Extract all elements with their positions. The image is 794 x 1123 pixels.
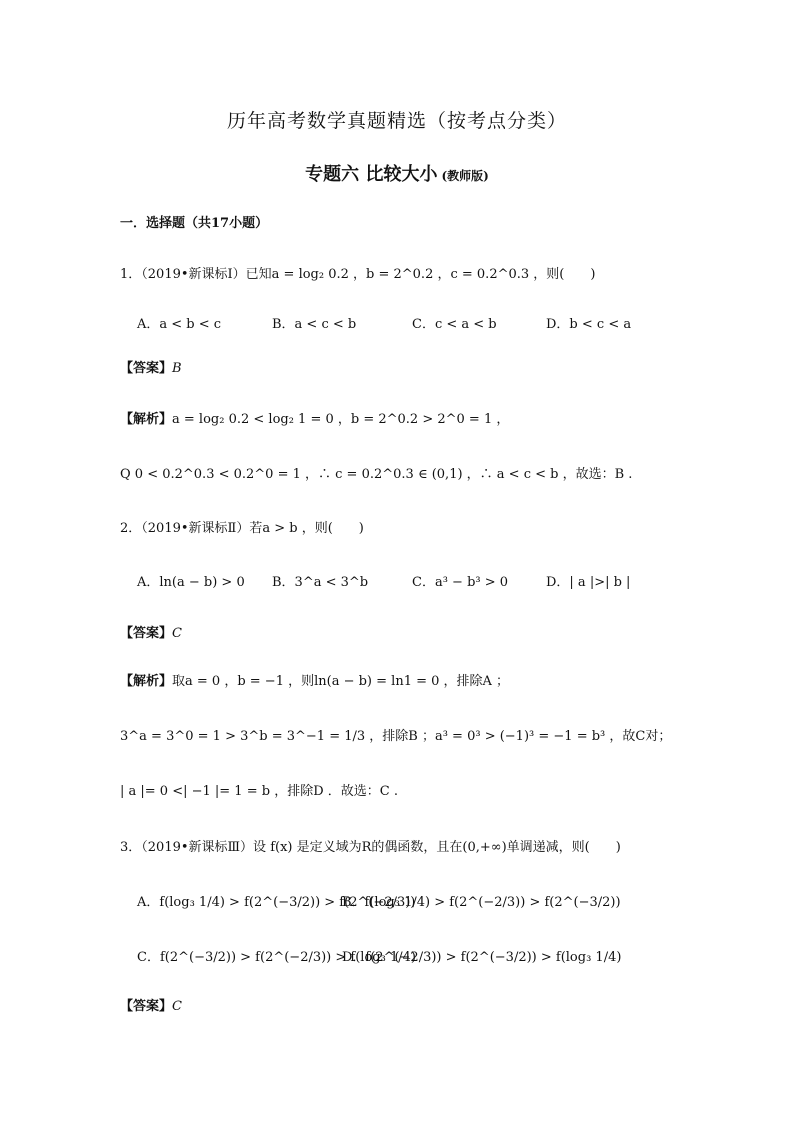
q1-option-b: B．a < c < b (272, 317, 357, 332)
q1-answer (120, 357, 182, 376)
q3-option-b: B．f(log₃ 1/4) > f(2^(−2/3)) > f(2^(−3/2)) (342, 895, 621, 910)
question-2-stem: 2．（2019•新课标Ⅱ）若a > b ，则( ) (120, 521, 364, 536)
q2-option-c: C．a³ − b³ > 0 (412, 575, 509, 590)
answer-value: C (172, 999, 182, 1014)
q3-option-a: A．f(log₃ 1/4) > f(2^(−3/2)) > f(2^(−2/3)) (137, 895, 416, 910)
q2-option-b: B．3^a < 3^b (272, 575, 369, 590)
document-title: 历年高考数学真题精选（按考点分类） (226, 110, 567, 132)
question-1-options (137, 313, 631, 332)
q1-analysis-line-2: Q 0 < 0.2^0.3 < 0.2^0 = 1 ，∴ c = 0.2^0.3 ∈ (0,1) ，∴ a < c < b ，故选：B . (120, 467, 633, 482)
question-3-options-row-1 (137, 891, 621, 910)
q2-answer (120, 622, 182, 641)
section-heading: 一．选择题（共17小题） (120, 216, 269, 231)
answer-tag: 【答案】 (120, 999, 173, 1014)
answer-tag: 【答案】 (120, 361, 173, 376)
q1-analysis-line-1 (120, 408, 509, 427)
analysis-text: a = log₂ 0.2 < log₂ 1 = 0 ，b = 2^0.2 > 2^0 = 1 ， (172, 412, 510, 427)
analysis-text: 取a = 0 ，b = −1 ，则ln(a − b) = ln1 = 0 ，排除A ； (172, 674, 510, 689)
question-1-stem: 1．（2019•新课标Ⅰ）已知a = log₂ 0.2 ，b = 2^0.2 ，c = 0.2^0.3 ，则( ) (120, 267, 596, 282)
q1-option-a: A．a < b < c (137, 317, 222, 332)
topic-heading (0, 160, 794, 186)
q2-analysis-line-1 (120, 670, 509, 689)
question-2-options (137, 571, 630, 590)
q3-answer (120, 995, 182, 1014)
q2-analysis-line-3: | a |= 0 <| −1 |= 1 = b ，排除D ．故选：C . (120, 784, 398, 799)
q1-option-c: C．c < a < b (412, 317, 497, 332)
q2-analysis-line-2: 3^a = 3^0 = 1 > 3^b = 3^−1 = 1/3 ，排除B ；a³ = 0³ > (−1)³ = −1 = b³ ，故C对； (120, 729, 672, 744)
q3-option-c: C．f(2^(−3/2)) > f(2^(−2/3)) > f(log₃ 1/4) (137, 950, 416, 965)
answer-value: C (172, 626, 182, 641)
q2-option-d: D．| a |>| b | (546, 575, 631, 590)
answer-tag: 【答案】 (120, 626, 173, 641)
topic-title: 专题六 比较大小 (305, 164, 438, 185)
analysis-tag: 【解析】 (120, 674, 173, 689)
question-3-options-row-2 (137, 946, 621, 965)
topic-note: (教师版) (441, 169, 489, 183)
answer-value: B (172, 361, 182, 376)
q1-option-d: D．b < c < a (546, 317, 632, 332)
question-3-stem: 3．（2019•新课标Ⅲ）设 f(x) 是定义域为R的偶函数，且在(0,+∞)单调递减，则( ) (120, 840, 621, 855)
q2-option-a: A．ln(a − b) > 0 (137, 575, 245, 590)
q3-option-d: D．f(2^(−2/3)) > f(2^(−3/2)) > f(log₃ 1/4) (342, 950, 622, 965)
analysis-tag: 【解析】 (120, 412, 173, 427)
